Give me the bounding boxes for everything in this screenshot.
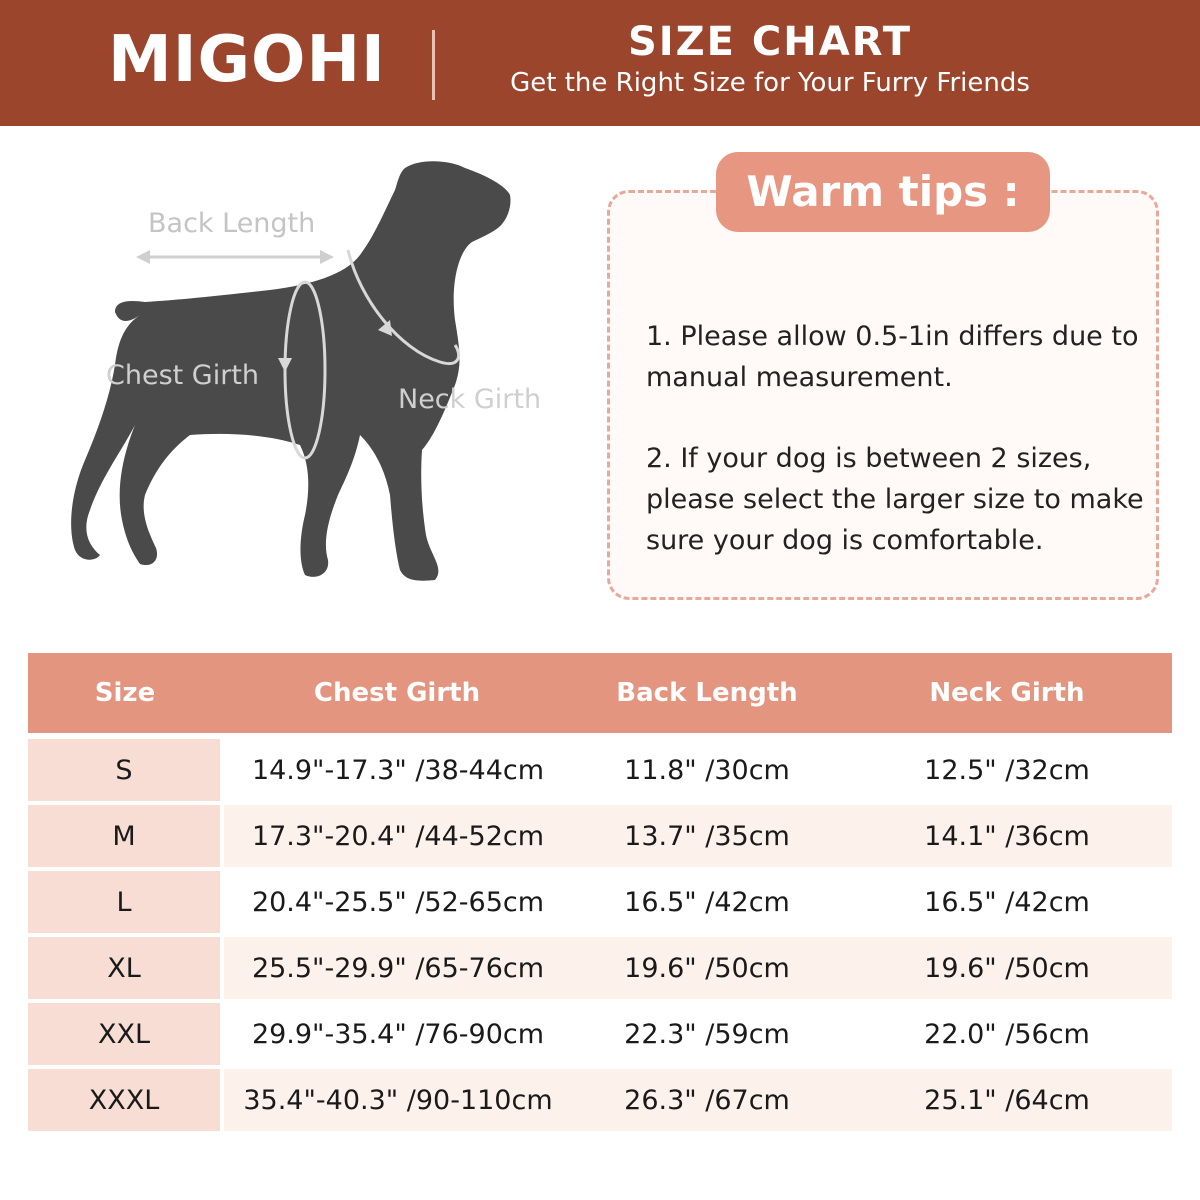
- header-chest-girth: Chest Girth: [222, 653, 572, 736]
- tip-1: 1. Please allow 0.5-1in differs due to manual measurement.: [646, 321, 1139, 393]
- table-header-row: [28, 653, 1172, 736]
- table-row: [28, 736, 1172, 803]
- table-row: [28, 935, 1172, 1001]
- back-length-cell: 19.6" /50cm: [572, 935, 842, 1001]
- table-row: [28, 1001, 1172, 1067]
- chest-girth-cell: 17.3"-20.4" /44-52cm: [222, 803, 572, 869]
- table-row: [28, 869, 1172, 935]
- tip-2: 2. If your dog is between 2 sizes, please select the larger size to make sure your dog is comfortable.: [646, 443, 1144, 556]
- header-banner: [0, 0, 1200, 126]
- back-length-cell: 26.3" /67cm: [572, 1067, 842, 1131]
- page-subtitle: Get the Right Size for Your Furry Friends: [510, 68, 1030, 98]
- neck-girth-cell: 12.5" /32cm: [842, 736, 1172, 803]
- chest-girth-cell: 14.9"-17.3" /38-44cm: [222, 736, 572, 803]
- back-length-label: Back Length: [148, 208, 316, 239]
- back-length-cell: 22.3" /59cm: [572, 1001, 842, 1067]
- chest-girth-cell: 35.4"-40.3" /90-110cm: [222, 1067, 572, 1131]
- brand-logo: MIGOHI: [108, 23, 386, 97]
- header-neck-girth: Neck Girth: [842, 653, 1172, 736]
- neck-girth-cell: 14.1" /36cm: [842, 803, 1172, 869]
- chest-girth-cell: 20.4"-25.5" /52-65cm: [222, 869, 572, 935]
- table-row: [28, 803, 1172, 869]
- size-cell: M: [28, 803, 222, 869]
- neck-girth-cell: 16.5" /42cm: [842, 869, 1172, 935]
- page-title: SIZE CHART: [627, 19, 913, 65]
- neck-girth-cell: 22.0" /56cm: [842, 1001, 1172, 1067]
- header-divider: [432, 30, 435, 100]
- size-cell: S: [28, 736, 222, 803]
- back-length-cell: 13.7" /35cm: [572, 803, 842, 869]
- neck-girth-cell: 25.1" /64cm: [842, 1067, 1172, 1131]
- size-cell: XXL: [28, 1001, 222, 1067]
- size-cell: XL: [28, 935, 222, 1001]
- chest-girth-cell: 25.5"-29.9" /65-76cm: [222, 935, 572, 1001]
- measurement-diagram: [60, 150, 580, 600]
- neck-girth-cell: 19.6" /50cm: [842, 935, 1172, 1001]
- chest-girth-label: Chest Girth: [106, 360, 260, 391]
- neck-girth-label: Neck Girth: [398, 384, 542, 415]
- size-cell: L: [28, 869, 222, 935]
- back-length-cell: 16.5" /42cm: [572, 869, 842, 935]
- chest-girth-cell: 29.9"-35.4" /76-90cm: [222, 1001, 572, 1067]
- warm-tips-title: Warm tips :: [716, 152, 1050, 232]
- header-size: Size: [28, 653, 222, 736]
- size-cell: XXXL: [28, 1067, 222, 1131]
- table-row: [28, 1067, 1172, 1131]
- back-length-cell: 11.8" /30cm: [572, 736, 842, 803]
- header-back-length: Back Length: [572, 653, 842, 736]
- size-chart-table: [28, 653, 1172, 1131]
